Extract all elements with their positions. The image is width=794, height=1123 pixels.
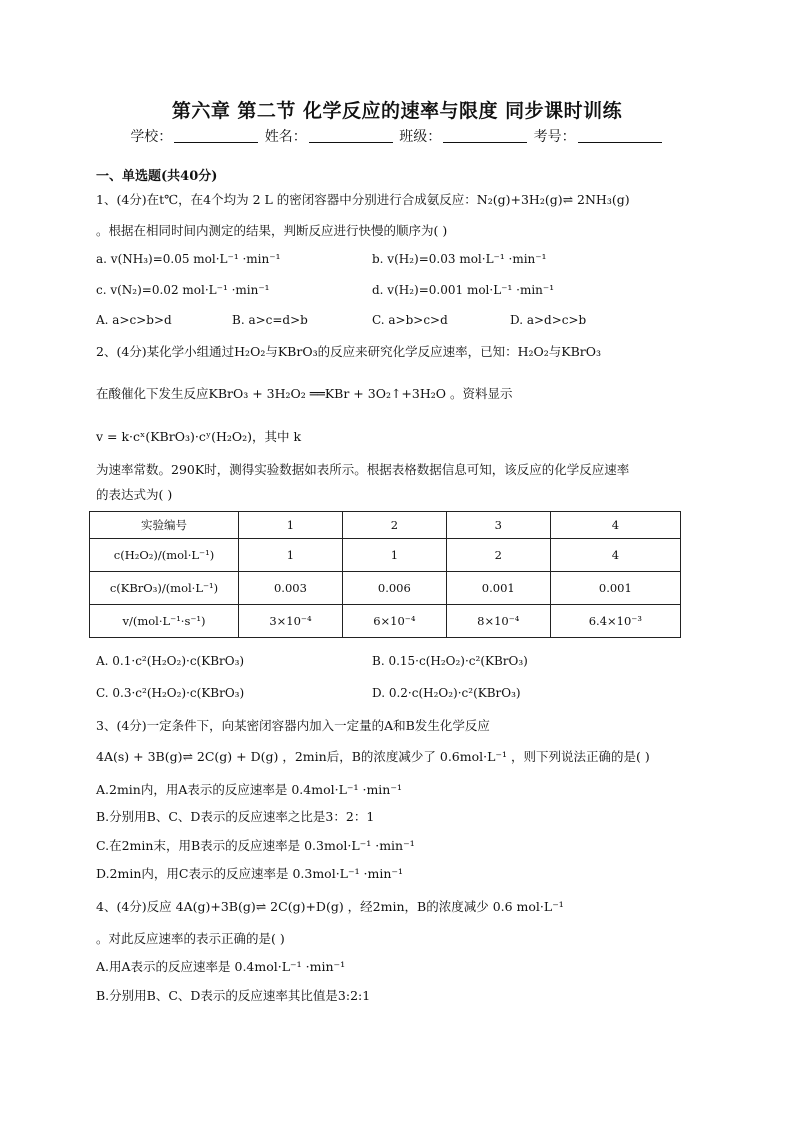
q1-item-b: b. v(H₂)=0.03 mol·L⁻¹ ·min⁻¹	[372, 252, 547, 266]
table-row-label: c(H₂O₂)/(mol·L⁻¹)	[90, 539, 239, 572]
table-header-cell: 2	[342, 512, 446, 539]
school-label: 学校：	[130, 129, 173, 145]
q3-option-a: A.2min内，用A表示的反应速率是 0.4mol·L⁻¹ ·min⁻¹	[96, 782, 402, 797]
q1-item-c: c. v(N₂)=0.02 mol·L⁻¹ ·min⁻¹	[96, 283, 270, 297]
table-header-cell: 实验编号	[90, 512, 239, 539]
table-cell: 1	[239, 539, 343, 572]
q2-stem-line1: 2、(4分)某化学小组通过H₂O₂与KBrO₃的反应来研究化学反应速率，已知：H₂O₂与KBrO₃	[96, 344, 602, 359]
q1-item-a: a. v(NH₃)=0.05 mol·L⁻¹ ·min⁻¹	[96, 252, 281, 266]
q1-option-b: B. a>c=d>b	[232, 313, 308, 327]
table-header-cell: 4	[550, 512, 680, 539]
student-info	[0, 126, 794, 146]
q2-stem-line4: 为速率常数。290K时，测得实验数据如表所示。根据表格数据信息可知，该反应的化学反应速率	[96, 462, 630, 477]
page-title: 第六章 第二节 化学反应的速率与限度 同步课时训练	[171, 100, 623, 122]
q1-option-a: A. a>c>b>d	[96, 313, 172, 327]
q1-option-c: C. a>b>c>d	[372, 313, 448, 327]
table-row	[90, 539, 681, 572]
q3-stem-line1: 3、(4分)一定条件下，向某密闭容器内加入一定量的A和B发生化学反应	[96, 718, 490, 733]
table-cell: 6×10⁻⁴	[342, 605, 446, 638]
table-cell: 6.4×10⁻³	[550, 605, 680, 638]
q2-option-b: B. 0.15·c(H₂O₂)·c²(KBrO₃)	[372, 654, 528, 668]
table-header-cell: 1	[239, 512, 343, 539]
name-blank	[309, 128, 393, 143]
table-row	[90, 572, 681, 605]
table-cell: 8×10⁻⁴	[446, 605, 550, 638]
q4-stem-line1: 4、(4分)反应 4A(g)+3B(g)⇌ 2C(g)+D(g) ，经2min，B的浓度减少 0.6 mol·L⁻¹	[96, 899, 564, 914]
number-blank	[578, 128, 662, 143]
q2-option-a: A. 0.1·c²(H₂O₂)·c(KBrO₃)	[96, 654, 245, 668]
q1-item-d: d. v(H₂)=0.001 mol·L⁻¹ ·min⁻¹	[372, 283, 555, 297]
q2-option-c: C. 0.3·c²(H₂O₂)·c(KBrO₃)	[96, 686, 245, 700]
table-row-label: v/(mol·L⁻¹·s⁻¹)	[90, 605, 239, 638]
class-blank	[443, 128, 527, 143]
number-label: 考号：	[533, 129, 576, 145]
q2-stem-line3: v = k·cˣ(KBrO₃)·cʸ(H₂O₂)，其中 k	[96, 429, 302, 444]
q1-stem-line1: 1、(4分)在t℃，在4个均为 2 L 的密闭容器中分别进行合成氨反应：N₂(g)+3H₂(g)⇌ 2NH₃(g)	[96, 192, 630, 207]
section-heading: 一、单选题(共40分)	[96, 169, 218, 184]
class-label: 班级：	[399, 129, 442, 145]
table-header-row	[90, 512, 681, 539]
q3-option-c: C.在2min末，用B表示的反应速率是 0.3mol·L⁻¹ ·min⁻¹	[96, 838, 415, 853]
table-row-label: c(KBrO₃)/(mol·L⁻¹)	[90, 572, 239, 605]
q1-option-d: D. a>d>c>b	[510, 313, 587, 327]
table-cell: 0.006	[342, 572, 446, 605]
table-cell: 4	[550, 539, 680, 572]
experiment-table	[89, 511, 681, 638]
school-blank	[174, 128, 258, 143]
table-header-cell: 3	[446, 512, 550, 539]
table-cell: 0.001	[446, 572, 550, 605]
q2-stem-line2: 在酸催化下发生反应KBrO₃ + 3H₂O₂ ══KBr + 3O₂↑+3H₂O 。资料显示	[96, 386, 513, 401]
q3-option-d: D.2min内，用C表示的反应速率是 0.3mol·L⁻¹ ·min⁻¹	[96, 866, 404, 881]
q2-stem-line5: 的表达式为( )	[96, 487, 173, 502]
name-label: 姓名：	[264, 129, 307, 145]
table-cell: 2	[446, 539, 550, 572]
q2-option-d: D. 0.2·c(H₂O₂)·c²(KBrO₃)	[372, 686, 521, 700]
q4-option-a: A.用A表示的反应速率是 0.4mol·L⁻¹ ·min⁻¹	[96, 959, 346, 974]
table-row	[90, 605, 681, 638]
table-cell: 1	[342, 539, 446, 572]
table-cell: 0.001	[550, 572, 680, 605]
q3-stem-line2: 4A(s) + 3B(g)⇌ 2C(g) + D(g) ，2min后，B的浓度减少了 0.6mol·L⁻¹ ，则下列说法正确的是( )	[96, 749, 650, 764]
q4-option-b: B.分别用B、C、D表示的反应速率其比值是3:2:1	[96, 988, 371, 1003]
table-cell: 3×10⁻⁴	[239, 605, 343, 638]
q1-stem-line2: 。根据在相同时间内测定的结果，判断反应进行快慢的顺序为( )	[96, 223, 448, 238]
q3-option-b: B.分别用B、C、D表示的反应速率之比是3：2：1	[96, 809, 375, 824]
q4-stem-line2: 。对此反应速率的表示正确的是( )	[96, 931, 285, 946]
table-cell: 0.003	[239, 572, 343, 605]
